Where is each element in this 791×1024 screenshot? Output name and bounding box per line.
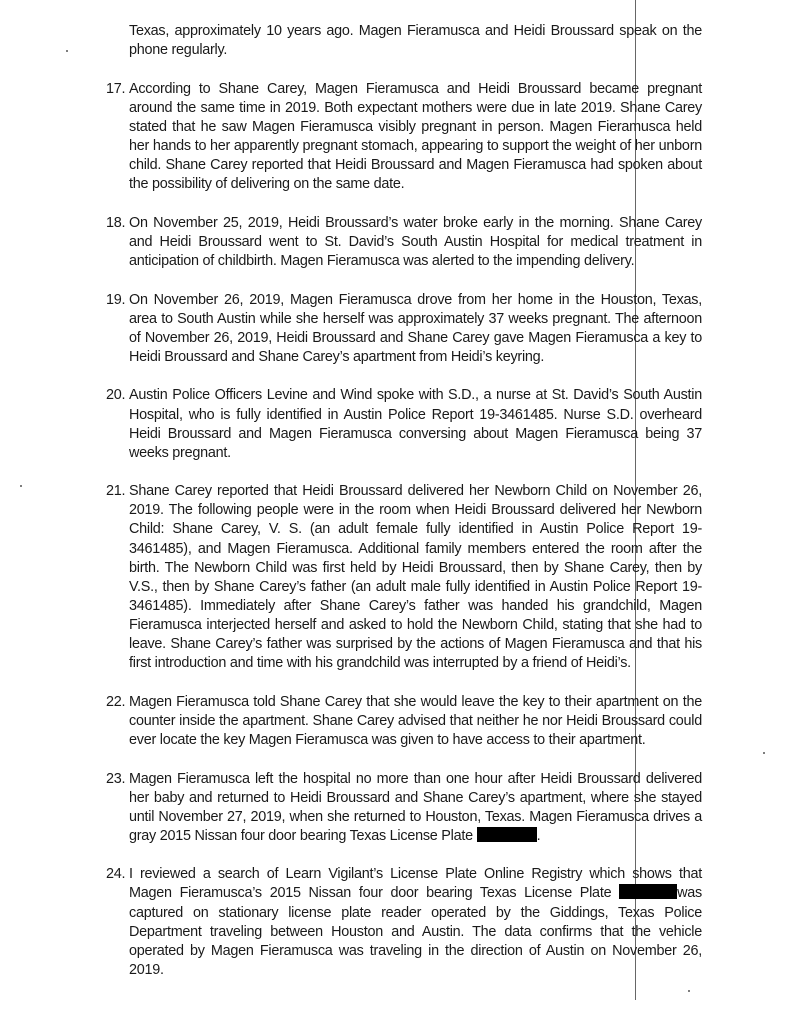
paragraph-text: Austin Police Officers Levine and Wind spoke with S.D., a nurse at St. David’s South Austin Hospital, who is fully identified in Austin Police Report 19-3461485. Nurse S.D. overheard Heidi Broussard and Magen Fieramusca conversing about Magen Fieramusca being 37 weeks pregnant. [129,387,702,461]
scan-speck [66,50,68,52]
paragraph-text: was captured on stationary license plate reader operated by the Giddings, Texas Police Department traveling between Houston and Austin. The data confirms that the vehicle operated by Magen Fieramusca was traveling in the direction of Austin on November 26, 2019. [129,885,702,978]
paragraph-17 [106,80,702,195]
paragraph-continuation [106,22,702,60]
paragraph-number: 17. [106,80,126,97]
paragraph-20 [106,386,702,462]
paragraph-23 [106,770,702,846]
paragraph-text: Magen Fieramusca left the hospital no more than one hour after Heidi Broussard delivered her baby and returned to Heidi Broussard and Shane Carey’s apartment, where she stayed until November 27, 2019, when she returned to Houston, Texas. Magen Fieramusca drives a gray 2015 Nissan four door bearing Texas License Plate [129,770,702,844]
scan-speck [20,485,22,487]
paragraph-18 [106,214,702,271]
redaction-box [619,884,677,899]
paragraph-number: 20. [106,387,126,404]
paragraph-number: 19. [106,291,126,308]
paragraph-number: 23. [106,770,126,787]
scan-speck [763,752,765,754]
paragraph-19 [106,291,702,367]
paragraph-text: Texas, approximately 10 years ago. Magen Fieramusca and Heidi Broussard speak on the phone regularly. [129,23,702,59]
paragraph-22 [106,693,702,750]
redaction-box [477,827,537,842]
document-body [106,22,702,999]
paragraph-text: I reviewed a search of Learn Vigilant’s License Plate Online Registry which shows that Magen Fieramusca’s 2015 Nissan four door bearing Texas License Plate [129,866,702,902]
paragraph-number: 22. [106,693,126,710]
paragraph-number: 24. [106,866,126,883]
paragraph-text: On November 26, 2019, Magen Fieramusca drove from her home in the Houston, Texas, area to South Austin while she herself was approximately 37 weeks pregnant. The afternoon of November 26, 2019, Heidi Broussard and Shane Carey gave Magen Fieramusca a key to Heidi Broussard and Shane Carey’s apartment from Heidi’s keyring. [129,291,702,365]
paragraph-number: 18. [106,214,126,231]
paragraph-24 [106,865,702,980]
paragraph-21 [106,482,702,673]
paragraph-text: Shane Carey reported that Heidi Broussard delivered her Newborn Child on November 26, 2019. The following people were in the room when Heidi Broussard delivered her Newborn Child: Shane Carey, V. S. (an adult female fully identified in Austin Police Report 19-3461485), and Magen Fieramusca. Additional family members entered the room after the birth. The Newborn Child was first held by Heidi Broussard, then by Shane Carey, then by V.S., then by Shane Carey’s father (an adult male fully identified in Austin Police Report 19-3461485). Immediately after Shane Carey’s father was handed his grandchild, Magen Fieramusca interjected herself and asked to hold the Newborn Child, stating that she had to leave. Shane Carey’s father was surprised by the actions of Magen Fieramusca and that his first introduction and time with his grandchild was interrupted by a friend of Heidi’s. [129,483,702,672]
paragraph-text: According to Shane Carey, Magen Fieramusca and Heidi Broussard became pregnant around the same time in 2019. Both expectant mothers were due in late 2019. Shane Carey stated that he saw Magen Fieramusca visibly pregnant in person. Magen Fieramusca held her hands to her apparently pregnant stomach, appearing to support the weight of her unborn child. Shane Carey reported that Heidi Broussard and Magen Fieramusca had spoken about the possibility of delivering on the same date. [129,80,702,193]
paragraph-text: . [536,827,541,844]
paragraph-text: Magen Fieramusca told Shane Carey that she would leave the key to their apartment on the counter inside the apartment. Shane Carey advised that neither he nor Heidi Broussard could ever locate the key Magen Fieramusca was given to have access to their apartment. [129,693,702,748]
paragraph-text: On November 25, 2019, Heidi Broussard’s water broke early in the morning. Shane Carey and Heidi Broussard went to St. David’s South Austin Hospital for medical treatment in anticipation of childbirth. Magen Fieramusca was alerted to the impending delivery. [129,214,702,269]
paragraph-number: 21. [106,483,126,500]
